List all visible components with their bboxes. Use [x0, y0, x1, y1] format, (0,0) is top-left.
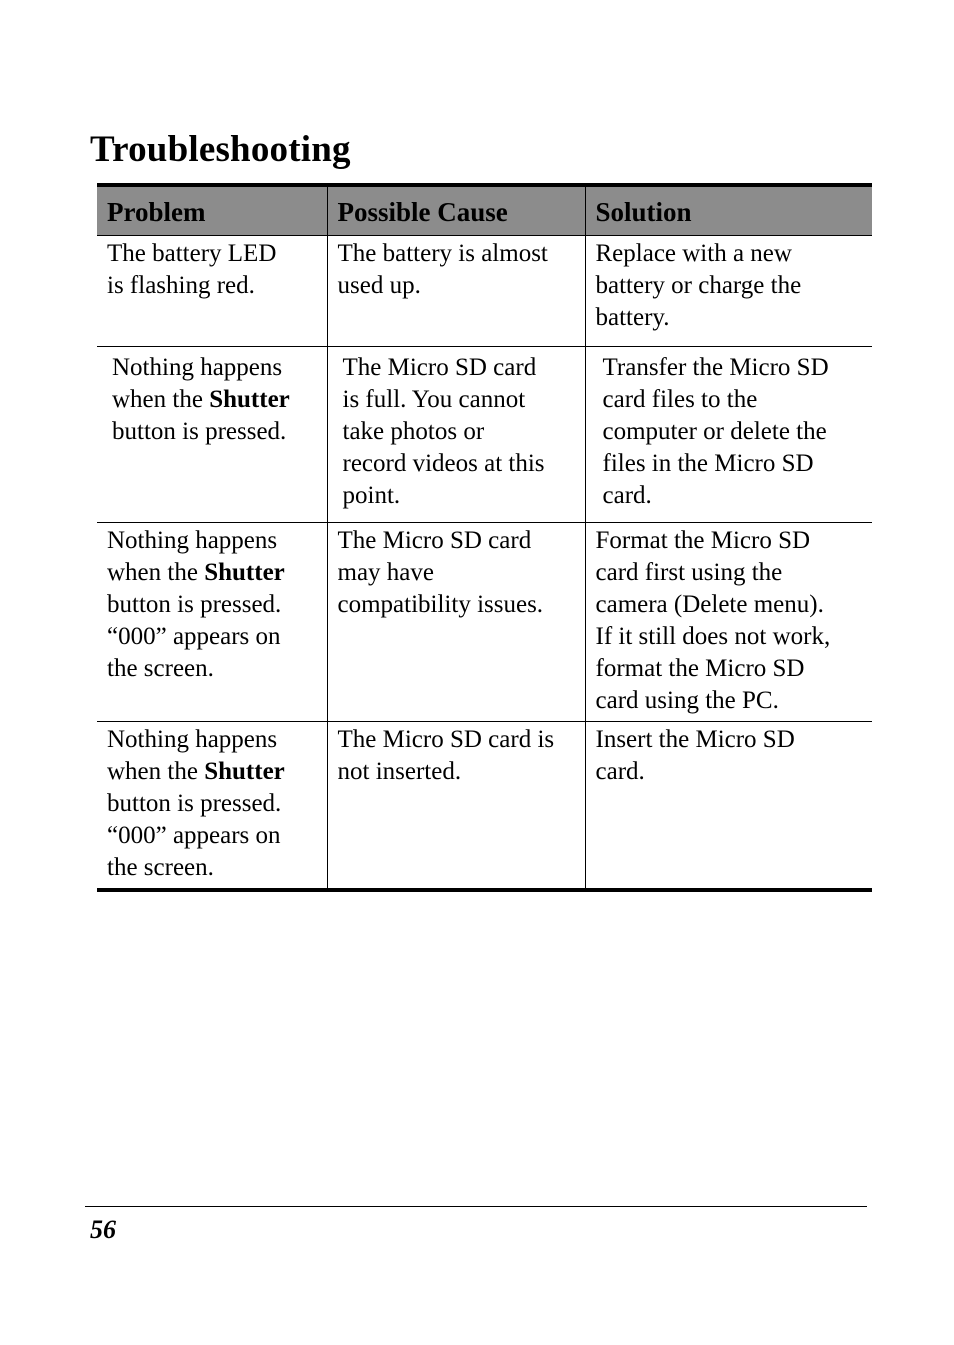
cause-cell	[327, 523, 585, 722]
problem-text-end: button is pressed. “000” appears on the screen.	[107, 591, 282, 682]
solution-text: Format the Micro SD card first using the camera (Delete menu). If it still does not work, format the Micro SD card using the PC.	[595, 527, 831, 714]
solution-cell	[585, 722, 872, 891]
solution-text: Insert the Micro SD card.	[595, 726, 795, 785]
problem-text: The battery LED is flashing red.	[107, 240, 277, 299]
shutter-keyword: Shutter	[204, 758, 285, 785]
shutter-keyword: Shutter	[204, 559, 285, 586]
problem-text: Nothing happens when the	[107, 726, 278, 785]
problem-text-end: button is pressed. “000” appears on the screen.	[107, 790, 282, 881]
problem-text-end: button is pressed.	[112, 418, 287, 445]
problem-cell	[97, 236, 327, 347]
header-possible-cause: Possible Cause	[327, 185, 585, 236]
cause-cell	[327, 347, 585, 523]
page-number: 56	[90, 1215, 116, 1244]
troubleshooting-table	[97, 183, 872, 892]
cause-cell	[327, 236, 585, 347]
problem-text: Nothing happens when the	[112, 354, 283, 413]
page-title: Troubleshooting	[90, 129, 351, 170]
solution-cell	[585, 347, 872, 523]
table-row	[97, 347, 872, 523]
cause-cell	[327, 722, 585, 891]
cause-text: The Micro SD card is not inserted.	[337, 726, 555, 785]
shutter-keyword: Shutter	[209, 386, 290, 413]
cause-text: The battery is almost used up.	[337, 240, 548, 299]
solution-cell	[585, 523, 872, 722]
header-solution: Solution	[585, 185, 872, 236]
solution-text: Transfer the Micro SD card files to the computer or delete the files in the Micro SD card.	[602, 354, 829, 509]
cause-text: The Micro SD card may have compatibility issues.	[337, 527, 544, 618]
problem-cell	[97, 722, 327, 891]
problem-text: Nothing happens when the	[107, 527, 278, 586]
solution-text: Replace with a new battery or charge the battery.	[595, 240, 802, 331]
footer-divider	[85, 1206, 867, 1207]
header-problem: Problem	[97, 185, 327, 236]
problem-cell	[97, 347, 327, 523]
table-row	[97, 236, 872, 347]
problem-cell	[97, 523, 327, 722]
table-header-row	[97, 185, 872, 236]
table-row	[97, 523, 872, 722]
solution-cell	[585, 236, 872, 347]
cause-text: The Micro SD card is full. You cannot take photos or record videos at this point.	[342, 354, 545, 509]
table-row	[97, 722, 872, 891]
